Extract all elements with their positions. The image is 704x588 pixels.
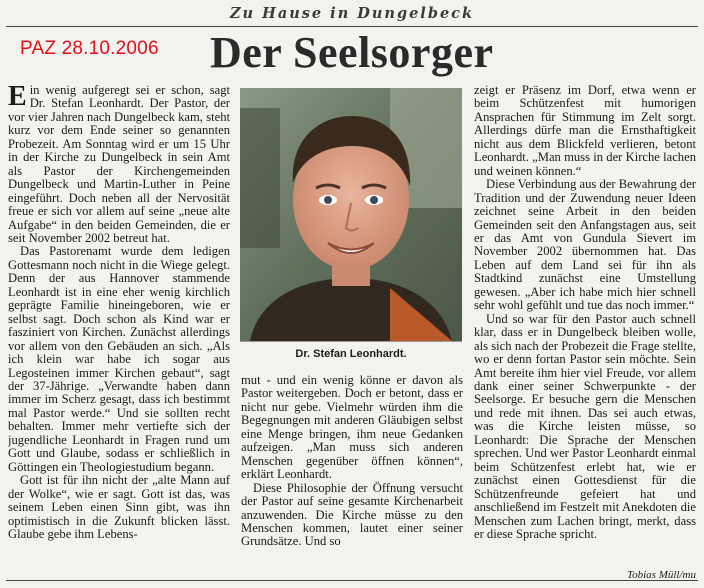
portrait-photo (240, 88, 462, 341)
article-paragraph (8, 84, 230, 245)
headline: Der Seelsorger (210, 28, 494, 77)
article-paragraph: Gott ist für ihn nicht der „alte Mann auf der Wolke“, wie er sagt. Gott ist das, was seinem Leben einen Sinn gibt, was ihn optimistisch in die Zukunft blicken lässt. Glaube gebe ihm Lebens- (8, 473, 230, 541)
section-kicker: Zu Hause in Dungelbeck (229, 5, 475, 22)
drop-cap: E (8, 84, 27, 112)
article-column-3 (474, 84, 696, 568)
article-paragraph: Diese Philosophie der Öffnung versucht der Pastor auf seine gesamte Kirchenarbeit anzuwenden. Die Kirche müsse zu den Menschen kommen, lautet einer seiner Grundsätze. Und so (241, 480, 463, 549)
article-paragraph: Und so war für den Pastor auch schnell klar, dass er in Dungelbeck bleiben wolle, als sich nach der Probezeit die Frage stellte, wo er denn fortan Pastor sein möchte. Sein Amt bereite ihm hier viel Freude, vor allem dank einer seiner Schwerpunkte - der Seelsorge. Er besuche gern die Menschen und rede mit ihnen. Das sei auch etwas, was die Kirche leisten müsse, so Leonhardt: Die Sprache der Menschen sprechen. Und wer Pastor Leonhardt einmal beim Schützenfest erlebt hat, wie er zunächst einen Gottesdienst für die Schützenfreunde gefeiert hat und anschließend im Festzelt mit Anekdoten die Menschen zum Lachen bringt, merkt, dass er diese Sprache spricht. (474, 311, 696, 541)
portrait-illustration (240, 88, 462, 341)
date-stamp: PAZ 28.10.2006 (20, 38, 159, 59)
article-paragraph: Diese Verbindung aus der Bewahrung der Tradition und der Zuwendung neuer Ideen zeichnet seine Arbeit in den beiden Gemeinden seit den Anfangstagen aus, seit er das Amt von Gundula Sievert im November 2002 übernommen hat. Das Leben auf dem Land sei für ihn als Stadtkind zunächst eine Umstellung gewesen. „Aber ich habe mich hier schnell sehr wohl gefühlt und tue das noch immer.“ (474, 177, 696, 313)
article-paragraph: Das Pastorenamt wurde dem ledigen Gottesmann noch nicht in die Wiege gelegt. Denn der aus Hannover stammende Leonhardt ist in eine eher wenig kirchlich geprägte Familie hineingeboren, wie er selbst sagt. Doch schon als Kind war er fasziniert von Kirchen. Zunächst allerdings vor allem von den Gebäuden an sich. „Als ich klein war habe ich sogar aus Legosteinen immer Kirchen gebaut“, sagt der 37-Jährige. „Verwandte haben dann immer im Scherz gesagt, dass ich bestimmt mal Pastor werde.“ Und sie sollten recht behalten. Immer mehr vertiefte sich der jugendliche Leonhardt in Fragen rund um Gott und Glaube, sodass er schließlich in Göttingen ein Theologiestudium begann. (8, 244, 230, 474)
article-column-1 (8, 84, 230, 568)
article-paragraph: zeigt er Präsenz im Dorf, etwa wenn er beim Schützenfest mit humorigen Ansprachen für Stimmung im Zelt sorgt. Allerdings dürfe man die Ernsthaftigkeit nicht aus dem Blickfeld verlieren, betont Leonhardt. „Man muss in der Kirche lachen und weinen können.“ (474, 84, 696, 178)
author-byline: Tobias Müll/mu (627, 569, 696, 581)
top-rule (6, 26, 698, 27)
article-paragraph: mut - und ein wenig könne er davon als Pastor weitergeben. Doch er betont, dass er nicht nur gebe. Vielmehr würden ihm die Begegnungen mit anderen Gläubigen selbst eine Menge bringen, ihm neue Gedanken aufzeigen. „Man muss sich anderen Menschen gegenüber öffnen können“, erklärt Leonhardt. (241, 374, 463, 482)
paragraph-text: in wenig aufgeregt sei er schon, sagt Dr. Stefan Leonhardt. Der Pastor, der vor vier Jahren nach Dungelbeck kam, steht kurz vor dem Ende seiner so genannten Probezeit. Am Sonntag wird er um 15 Uhr in der Kirche zu Dungelbeck in sein Amt als Pastor der Kirchengemeinden Dungelbeck und Martin-Luther in Peine eingeführt. Doch neben all der Nervosität freue er sich vor allem auf seine „neue alte Aufgabe“ in den beiden Gemeinden, die er seit November 2002 betreut hat. (8, 84, 230, 245)
article-column-2 (241, 374, 463, 570)
photo-caption: Dr. Stefan Leonhardt. (240, 341, 462, 366)
bottom-rule (6, 580, 698, 581)
